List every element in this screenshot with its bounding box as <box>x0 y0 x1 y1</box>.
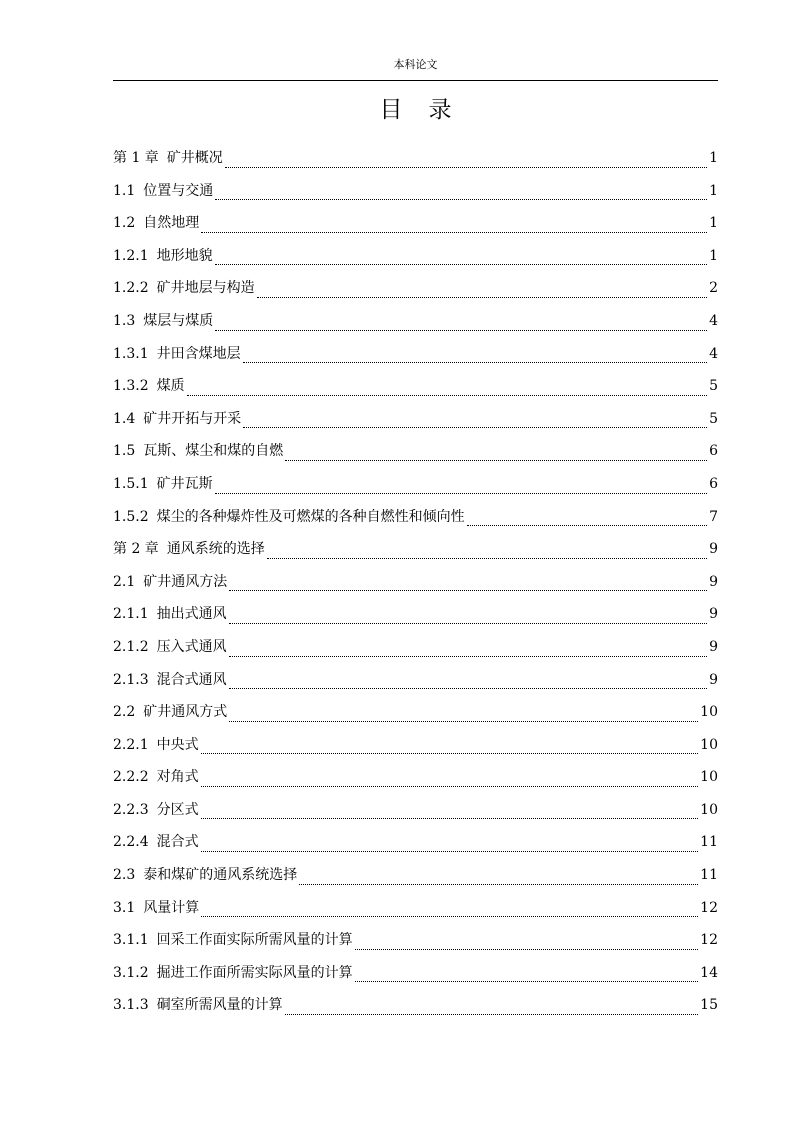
toc-entry[interactable] <box>113 962 718 995</box>
toc-entry[interactable] <box>113 766 718 799</box>
toc-dot-leader <box>355 949 699 950</box>
toc-entry[interactable] <box>113 343 718 376</box>
toc-entry[interactable] <box>113 701 718 734</box>
toc-entry-page: 1 <box>709 247 718 264</box>
toc-entry-page: 12 <box>700 899 718 916</box>
toc-entry-title: 回采工作面实际所需风量的计算 <box>156 932 353 949</box>
toc-entry-title: 分区式 <box>156 801 199 818</box>
toc-entry-number: 1.2 <box>113 215 136 232</box>
header-rule <box>113 80 718 81</box>
toc-entry-page: 1 <box>709 182 718 199</box>
toc-dot-leader <box>229 656 707 657</box>
toc-dot-leader <box>299 884 698 885</box>
toc-entry-page: 2 <box>709 280 718 297</box>
toc-entry[interactable] <box>113 897 718 930</box>
toc-dot-leader <box>355 981 699 982</box>
toc-entry-number: 1.4 <box>113 410 136 427</box>
toc-entry-number: 1.2.2 <box>113 280 149 297</box>
toc-entry[interactable] <box>113 538 718 571</box>
toc-entry-page: 1 <box>709 215 718 232</box>
toc-entry-number: 1.3.2 <box>113 378 149 395</box>
toc-entry-page: 11 <box>700 834 718 851</box>
toc-entry[interactable] <box>113 669 718 702</box>
toc-dot-leader <box>267 558 707 559</box>
toc-entry[interactable] <box>113 994 718 1027</box>
toc-entry-page: 5 <box>709 410 718 427</box>
toc-dot-leader <box>201 232 707 233</box>
toc-entry-title: 混合式 <box>156 834 199 851</box>
toc-entry-number: 第 1 章 <box>113 150 159 166</box>
toc-entry[interactable] <box>113 571 718 604</box>
toc-entry-page: 6 <box>709 475 718 492</box>
toc-dot-leader <box>215 199 707 200</box>
toc-entry-title: 自然地理 <box>143 215 200 232</box>
toc-dot-leader <box>257 297 707 298</box>
toc-entry-number: 1.1 <box>113 182 136 199</box>
running-header: 本科论文 <box>393 58 438 71</box>
toc-entry-number: 3.1.3 <box>113 997 149 1014</box>
toc-entry-title: 混合式通风 <box>156 671 227 688</box>
toc-dot-leader <box>243 427 707 428</box>
toc-entry-number: 2.1.3 <box>113 671 149 688</box>
toc-entry-number: 3.1 <box>113 899 136 916</box>
toc-entry-title: 矿井通风方式 <box>143 704 228 721</box>
toc-entry-title: 瓦斯、煤尘和煤的自燃 <box>143 443 284 460</box>
toc-entry-page: 9 <box>709 606 718 623</box>
toc-dot-leader <box>201 916 698 917</box>
toc-entry-number: 2.2.2 <box>113 769 149 786</box>
toc-entry-title: 煤质 <box>156 378 185 395</box>
toc-entry-page: 5 <box>709 378 718 395</box>
toc-dot-leader <box>201 753 699 754</box>
toc-entry-page: 10 <box>700 736 718 753</box>
toc-dot-leader <box>201 818 699 819</box>
toc-entry[interactable] <box>113 864 718 897</box>
toc-entry-page: 4 <box>709 345 718 362</box>
toc-entry[interactable] <box>113 310 718 343</box>
toc-entry-title: 矿井瓦斯 <box>156 475 213 492</box>
toc-dot-leader <box>215 493 707 494</box>
toc-entry-title: 对角式 <box>156 769 199 786</box>
toc-entry[interactable] <box>113 147 718 180</box>
toc-dot-leader <box>215 330 707 331</box>
toc-entry-title: 风量计算 <box>143 899 200 916</box>
table-of-contents <box>113 147 718 1027</box>
toc-entry-title: 井田含煤地层 <box>156 345 241 362</box>
toc-entry-number: 1.5.2 <box>113 508 149 525</box>
toc-entry-number: 2.2.3 <box>113 801 149 818</box>
toc-entry[interactable] <box>113 636 718 669</box>
toc-entry[interactable] <box>113 408 718 441</box>
toc-entry-title: 硐室所需风量的计算 <box>156 997 283 1014</box>
toc-entry-number: 2.1 <box>113 573 136 590</box>
toc-entry-title: 矿井概况 <box>166 150 223 166</box>
toc-entry-page: 9 <box>709 573 718 590</box>
toc-dot-leader <box>285 460 707 461</box>
toc-entry[interactable] <box>113 929 718 962</box>
toc-entry[interactable] <box>113 734 718 767</box>
toc-dot-leader <box>201 851 699 852</box>
toc-dot-leader <box>229 623 707 624</box>
toc-entry-number: 1.3 <box>113 312 136 329</box>
toc-entry-number: 2.2.4 <box>113 834 149 851</box>
toc-dot-leader <box>229 721 698 722</box>
toc-dot-leader <box>285 1014 699 1015</box>
toc-entry-title: 矿井开拓与开采 <box>143 410 242 427</box>
toc-entry-title: 泰和煤矿的通风系统选择 <box>143 867 298 884</box>
toc-entry-title: 掘进工作面所需实际风量的计算 <box>156 964 353 981</box>
toc-entry-page: 4 <box>709 312 718 329</box>
toc-entry[interactable] <box>113 831 718 864</box>
toc-entry-title: 矿井地层与构造 <box>156 280 255 297</box>
toc-dot-leader <box>225 167 707 168</box>
toc-entry-page: 15 <box>700 997 718 1014</box>
toc-entry[interactable] <box>113 212 718 245</box>
toc-dot-leader <box>243 362 707 363</box>
toc-dot-leader <box>467 525 707 526</box>
toc-entry-page: 9 <box>709 671 718 688</box>
toc-entry[interactable] <box>113 473 718 506</box>
toc-entry-title: 通风系统的选择 <box>166 541 265 558</box>
toc-dot-leader <box>215 264 707 265</box>
toc-entry-number: 3.1.1 <box>113 932 149 949</box>
toc-entry-page: 11 <box>700 867 718 884</box>
toc-entry-title: 压入式通风 <box>156 638 227 655</box>
toc-entry-title: 煤层与煤质 <box>143 312 214 329</box>
toc-entry[interactable] <box>113 603 718 636</box>
toc-entry[interactable] <box>113 799 718 832</box>
toc-entry-page: 14 <box>700 964 718 981</box>
toc-entry-number: 1.5.1 <box>113 475 149 492</box>
toc-entry-number: 1.3.1 <box>113 345 149 362</box>
toc-entry-number: 2.3 <box>113 867 136 884</box>
toc-entry-number: 1.2.1 <box>113 247 149 264</box>
toc-dot-leader <box>187 395 707 396</box>
toc-entry-number: 2.1.2 <box>113 638 149 655</box>
toc-entry-title: 位置与交通 <box>143 182 214 199</box>
toc-entry[interactable] <box>113 440 718 473</box>
toc-entry-page: 10 <box>700 704 718 721</box>
toc-entry-title: 地形地貌 <box>156 247 213 264</box>
toc-entry-page: 9 <box>709 541 718 558</box>
page-title: 目录 <box>379 97 478 123</box>
toc-entry-number: 2.1.1 <box>113 606 149 623</box>
toc-entry-title: 煤尘的各种爆炸性及可燃煤的各种自燃性和倾向性 <box>156 508 465 525</box>
toc-dot-leader <box>201 786 699 787</box>
toc-entry[interactable] <box>113 245 718 278</box>
toc-entry-number: 2.2.1 <box>113 736 149 753</box>
toc-entry-page: 6 <box>709 443 718 460</box>
toc-entry-number: 2.2 <box>113 704 136 721</box>
toc-entry-page: 1 <box>709 150 718 166</box>
toc-entry[interactable] <box>113 277 718 310</box>
toc-entry-page: 7 <box>709 508 718 525</box>
toc-entry-title: 中央式 <box>156 736 199 753</box>
toc-entry-page: 10 <box>700 769 718 786</box>
toc-dot-leader <box>229 590 707 591</box>
toc-entry[interactable] <box>113 506 718 539</box>
toc-entry-number: 第 2 章 <box>113 541 159 558</box>
toc-entry-title: 矿井通风方法 <box>143 573 228 590</box>
toc-entry-number: 3.1.2 <box>113 964 149 981</box>
toc-entry-number: 1.5 <box>113 443 136 460</box>
toc-entry[interactable] <box>113 375 718 408</box>
toc-entry[interactable] <box>113 180 718 213</box>
toc-entry-page: 9 <box>709 638 718 655</box>
toc-entry-title: 抽出式通风 <box>156 606 227 623</box>
toc-dot-leader <box>229 688 707 689</box>
toc-entry-page: 12 <box>700 932 718 949</box>
toc-entry-page: 10 <box>700 801 718 818</box>
